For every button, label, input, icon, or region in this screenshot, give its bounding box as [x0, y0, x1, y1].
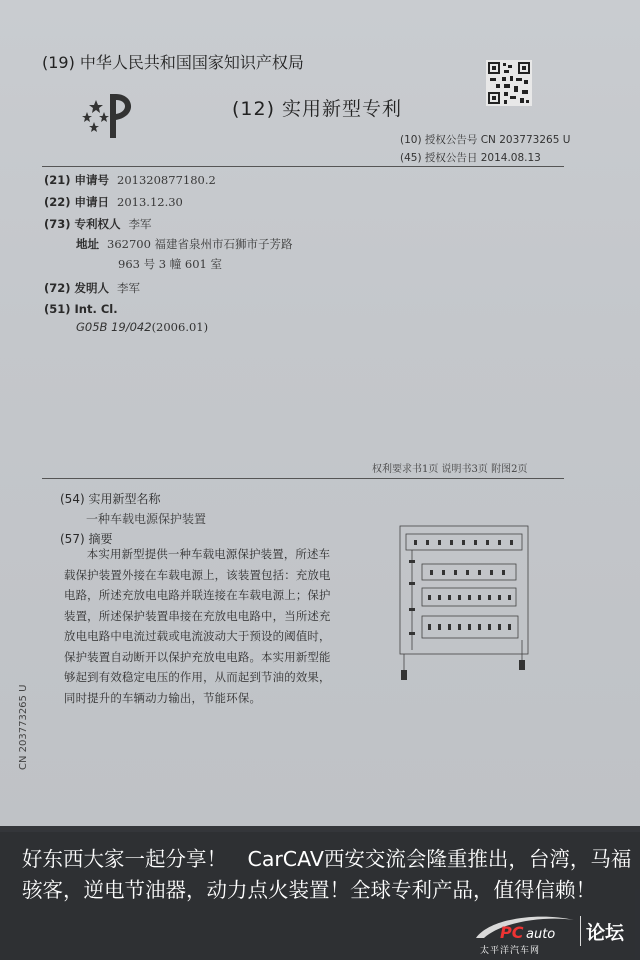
patentee-field: [44, 216, 152, 232]
header-rule: [42, 166, 564, 167]
patent-type-heading: (12) 实用新型专利: [232, 98, 403, 120]
patentee-value: 李军: [128, 217, 152, 231]
circuit-diagram-figure: [392, 520, 544, 690]
svg-text:auto: auto: [526, 927, 556, 942]
utility-model-title: 一种车载电源保护装置: [86, 512, 207, 526]
address-line-2-field: [118, 256, 222, 272]
side-publication-code: CN 203773265 U: [18, 684, 29, 770]
address-label: 地址: [76, 237, 99, 251]
inventor-label: (72) 发明人: [44, 281, 110, 295]
application-number-label: (21) 申请号: [44, 173, 110, 187]
svg-text:PC: PC: [500, 923, 524, 942]
pcauto-logo-subtitle: 太平洋汽车网: [480, 946, 541, 956]
patentee-label: (73) 专利权人: [44, 217, 121, 231]
application-date-label: (22) 申请日: [44, 195, 110, 209]
address-field: [76, 236, 293, 252]
forum-label: 论坛: [586, 922, 625, 944]
inventor-value: 李军: [117, 281, 141, 295]
section-rule: [42, 478, 564, 479]
application-number-field: [44, 172, 216, 188]
ipc-year: (2006.01): [151, 320, 209, 334]
abstract-label: (57) 摘要: [60, 532, 113, 546]
application-date-field: [44, 194, 183, 210]
application-date-value: 2013.12.30: [117, 195, 183, 209]
utility-model-title-label: (54) 实用新型名称: [60, 492, 161, 506]
publication-number: (10) 授权公告号 CN 203773265 U: [400, 134, 571, 146]
ipc-classification: [76, 320, 208, 334]
int-cl-label: (51) Int. Cl.: [44, 302, 118, 316]
qr-code-icon: [486, 60, 532, 106]
abstract-text: 本实用新型提供一种车载电源保护装置，所述车载保护装置外接在车载电源上，该装置包括：充放电电路，所述充放电电路并联连接在车载电源上；保护装置，所述保护装置串接在充放电电路中，当所述充放电电路中电流过载或电流波动大于预设的阈值时，保护装置自动断开以保护充放电电路。本实用新型能够起到有效稳定电压的作用，从而起到节油的效果，同时提升的车辆动力输出，节能环保。: [64, 547, 331, 705]
caption-text: 好东西大家一起分享！ CarCAV西安交流会隆重推出，台湾，马福骇客，逆电节油器，动力点火装置！全球专利产品，值得信赖！: [22, 847, 632, 902]
page-count-summary: 权利要求书1页 说明书3页 附图2页: [372, 464, 528, 475]
address-line-2: 963 号 3 幢 601 室: [118, 257, 222, 271]
watermark-divider: [580, 916, 581, 946]
int-cl-field: [44, 302, 118, 316]
ipc-code: G05B 19/042: [76, 320, 152, 334]
application-number-value: 201320877180.2: [117, 173, 216, 187]
publication-date: (45) 授权公告日 2014.08.13: [400, 152, 541, 164]
cnipa-logo-icon: [82, 86, 142, 142]
patent-office-heading: (19) 中华人民共和国国家知识产权局: [42, 53, 304, 72]
inventor-field: [44, 280, 140, 296]
address-line-1: 362700 福建省泉州市石狮市子芳路: [107, 237, 293, 251]
